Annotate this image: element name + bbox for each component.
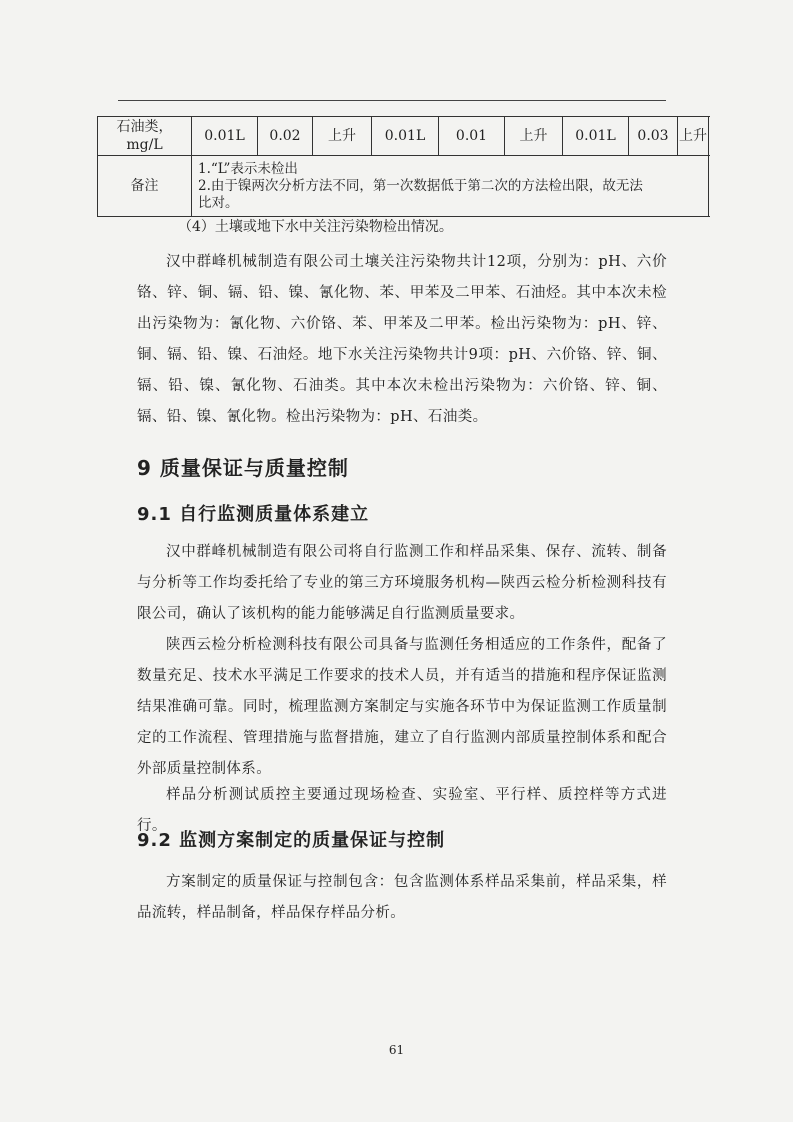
table-cell: 上升: [678, 117, 709, 156]
row-label-line1: 石油类，: [116, 119, 173, 135]
table-cell: 0.01L: [372, 117, 439, 156]
page-number: 61: [388, 1043, 405, 1057]
note-label: 备注: [98, 156, 192, 217]
table-cell: 0.01: [439, 117, 505, 156]
note-content: [192, 156, 709, 217]
table-cell: 0.01L: [563, 117, 629, 156]
item-4: （4）土壤或地下水中关注污染物检出情况。: [178, 219, 453, 235]
section-9-heading: 9 质量保证与质量控制: [137, 456, 349, 480]
row-label-line2: mg/L: [126, 137, 163, 153]
note-line-3: 比对。: [198, 194, 239, 211]
table-cell: 0.01L: [192, 117, 258, 156]
para-soil: 汉中群峰机械制造有限公司土壤关注污染物共计12项，分别为：pH、六价铬、锌、铜、镉、铅、镍、氰化物、苯、甲苯及二甲苯、石油烃。其中本次未检出污染物为：氰化物、六价铬、苯、甲苯及二甲苯。检出污染物为：pH、锌、铜、镉、铅、镍、石油烃。地下水关注污染物共计9项：pH、六价铬、锌、铜、镉、铅、镍、氰化物、石油类。其中本次未检出污染物为：六价铬、锌、铜、镉、铅、镍、氰化物。检出污染物为：pH、石油类。: [137, 254, 667, 425]
table-cell: 0.03: [629, 117, 678, 156]
table-row: [98, 117, 709, 156]
section-9-1-heading: 9.1 自行监测质量体系建立: [137, 504, 370, 525]
note-line-2: 2.由于镍两次分析方法不同，第一次数据低于第二次的方法检出限，故无法: [198, 177, 643, 194]
section-9-2-heading: 9.2 监测方案制定的质量保证与控制: [137, 830, 446, 851]
header-rule: [118, 100, 666, 101]
data-table: [97, 116, 709, 217]
table-cell: 上升: [313, 117, 372, 156]
para-9-1-c: 样品分析测试质控主要通过现场检查、实验室、平行样、质控样等方式进行。: [137, 787, 667, 834]
table-cell: 0.02: [258, 117, 313, 156]
note-line-1: 1.“L”表示未检出: [198, 160, 298, 177]
para-9-1-a: 汉中群峰机械制造有限公司将自行监测工作和样品采集、保存、流转、制备与分析等工作均委托给了专业的第三方环境服务机构—陕西云检分析检测科技有限公司，确认了该机构的能力能够满足自行监测质量要求。: [137, 544, 667, 622]
para-9-2: 方案制定的质量保证与控制包含：包含监测体系样品采集前，样品采集，样品流转，样品制备，样品保存样品分析。: [137, 874, 667, 921]
row-label: [98, 117, 192, 156]
table-row-note: [98, 156, 709, 217]
table-cell: 上升: [505, 117, 563, 156]
para-9-1-b: 陕西云检分析检测科技有限公司具备与监测任务相适应的工作条件，配备了数量充足、技术水平满足工作要求的技术人员，并有适当的措施和程序保证监测结果准确可靠。同时，梳理监测方案制定与实施各环节中为保证监测工作质量制定的工作流程、管理措施与监督措施，建立了自行监测内部质量控制体系和配合外部质量控制体系。: [137, 637, 667, 777]
